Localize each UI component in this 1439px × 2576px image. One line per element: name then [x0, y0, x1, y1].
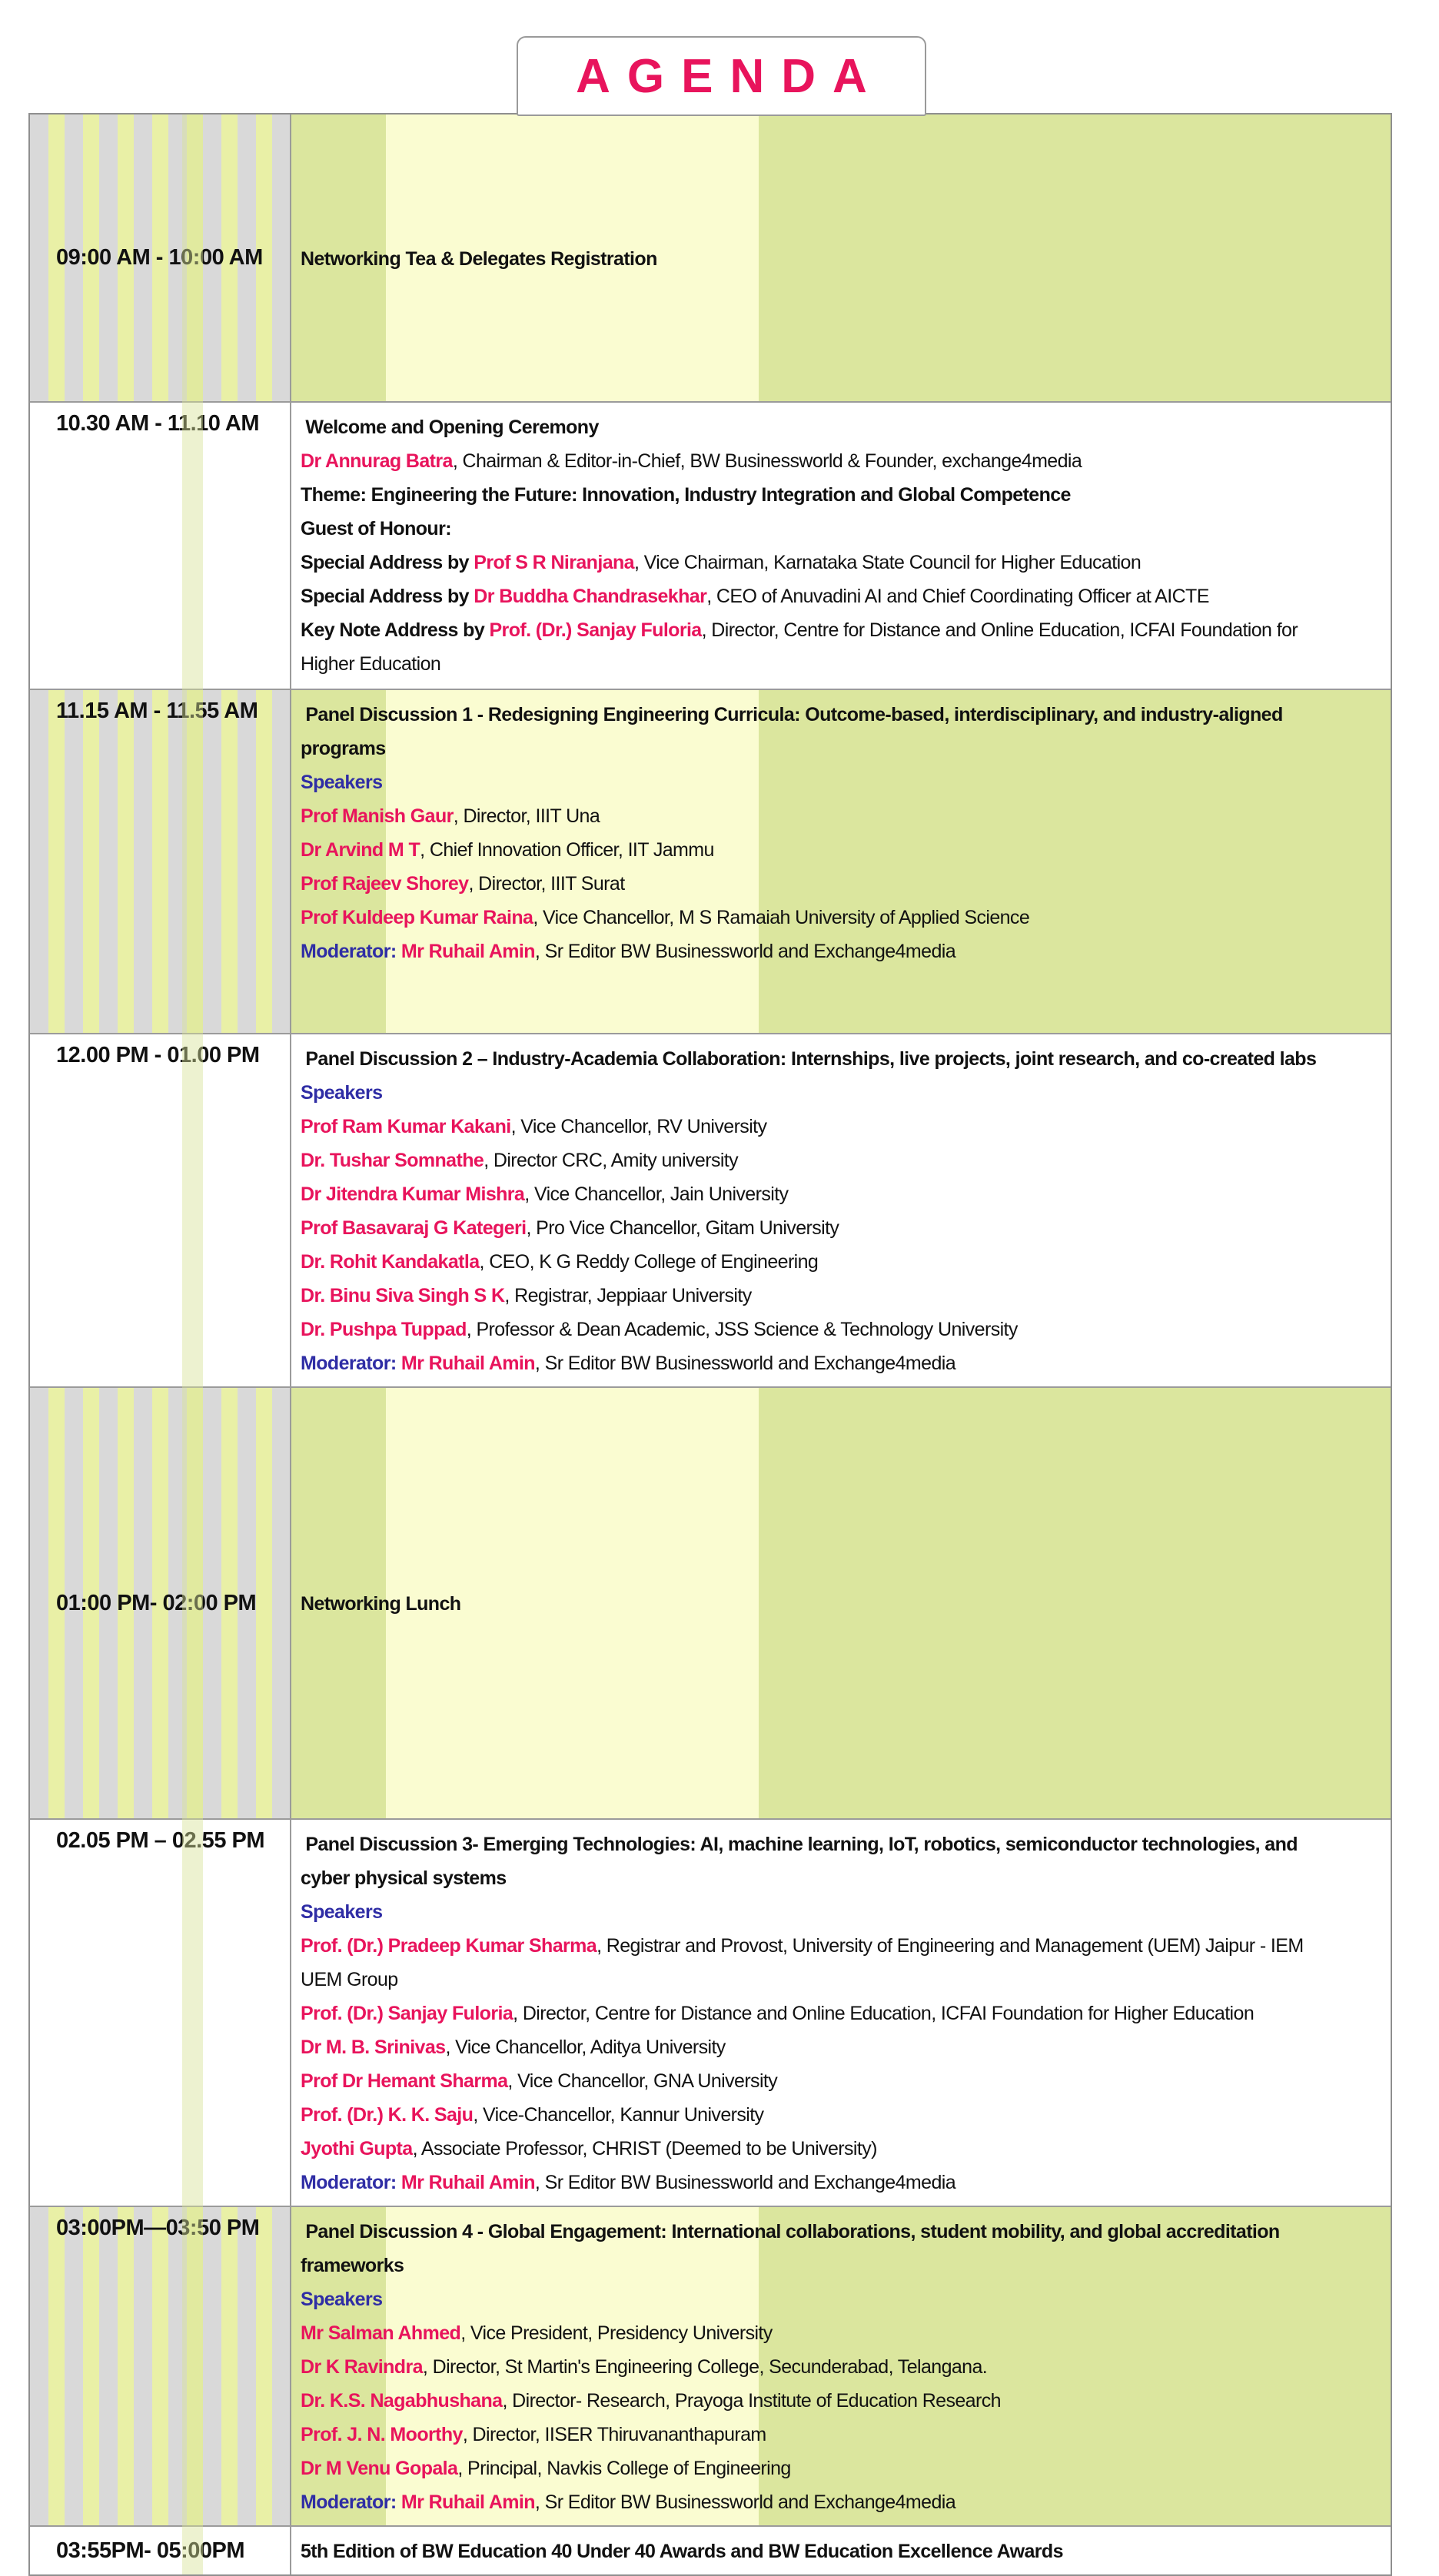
session-line: Dr Annurag Batra, Chairman & Editor-in-Chief, BW Businessworld & Founder, exchange4media — [301, 450, 1082, 472]
session-line: Key Note Address by Prof. (Dr.) Sanjay Fuloria, Director, Centre for Distance and Online Education, ICFAI Foundation for — [301, 619, 1298, 641]
session-cell — [291, 2527, 1391, 2574]
time-cell: 02.05 PM – 02.55 PM — [30, 1820, 291, 2206]
session-line: Moderator: Mr Ruhail Amin, Sr Editor BW Businessworld and Exchange4media — [301, 2172, 956, 2193]
session-line: Speakers — [301, 2289, 383, 2310]
session-line: Dr M Venu Gopala, Principal, Navkis College of Engineering — [301, 2458, 791, 2479]
session-cell — [291, 2207, 1391, 2525]
time-cell: 01:00 PM- 02:00 PM — [30, 1388, 291, 1818]
session-line: Prof Ram Kumar Kakani, Vice Chancellor, RV University — [301, 1116, 767, 1137]
agenda-row — [30, 401, 1391, 689]
session-line: Speakers — [301, 1082, 383, 1104]
page-title: AGENDA — [576, 49, 884, 103]
session-cell — [291, 403, 1391, 689]
agenda-row — [30, 689, 1391, 1033]
session-line: Dr. K.S. Nagabhushana, Director- Research, Prayoga Institute of Education Research — [301, 2390, 1001, 2412]
session-line: Panel Discussion 3- Emerging Technologies: AI, machine learning, IoT, robotics, semiconductor technologies, and — [301, 1834, 1298, 1855]
session-line: Dr. Tushar Somnathe, Director CRC, Amity university — [301, 1150, 739, 1171]
session-line: Theme: Engineering the Future: Innovation, Industry Integration and Global Competence — [301, 484, 1071, 506]
agenda-title-box — [517, 36, 926, 116]
session-line: Mr Salman Ahmed, Vice President, Presidency University — [301, 2322, 773, 2344]
agenda-row — [30, 1386, 1391, 1818]
session-line: Prof. (Dr.) Sanjay Fuloria, Director, Centre for Distance and Online Education, ICFAI Foundation for Higher Education — [301, 2003, 1255, 2024]
time-cell: 12.00 PM - 01.00 PM — [30, 1034, 291, 1386]
session-line: Dr M. B. Srinivas, Vice Chancellor, Aditya University — [301, 2037, 726, 2058]
session-line: Prof Basavaraj G Kategeri, Pro Vice Chancellor, Gitam University — [301, 1217, 839, 1239]
session-line: Speakers — [301, 772, 383, 793]
time-cell: 03:00PM—03:50 PM — [30, 2207, 291, 2525]
session-line: Guest of Honour: — [301, 518, 451, 539]
agenda-row — [30, 115, 1391, 401]
session-line: Panel Discussion 1 - Redesigning Engineering Curricula: Outcome-based, interdisciplinary, and industry-aligned — [301, 704, 1283, 725]
session-line: Special Address by Prof S R Niranjana, Vice Chairman, Karnataka State Council for Higher Education — [301, 552, 1142, 573]
session-line: Prof. J. N. Moorthy, Director, IISER Thiruvananthapuram — [301, 2424, 766, 2445]
session-line: Dr. Binu Siva Singh S K, Registrar, Jeppiaar University — [301, 1285, 752, 1306]
session-line: Moderator: Mr Ruhail Amin, Sr Editor BW Businessworld and Exchange4media — [301, 2491, 956, 2513]
session-line: Prof. (Dr.) Pradeep Kumar Sharma, Registrar and Provost, University of Engineering and Management (UEM) Jaipur - IEM — [301, 1935, 1304, 1957]
time-cell: 11.15 AM - 11.55 AM — [30, 690, 291, 1033]
agenda-row — [30, 1818, 1391, 2206]
session-line: Higher Education — [301, 653, 441, 675]
session-cell — [291, 1388, 1391, 1818]
session-line: Speakers — [301, 1901, 383, 1923]
session-line: Dr K Ravindra, Director, St Martin's Engineering College, Secunderabad, Telangana. — [301, 2356, 988, 2378]
session-line: Prof Kuldeep Kumar Raina, Vice Chancellor, M S Ramaiah University of Applied Science — [301, 907, 1030, 928]
agenda-row — [30, 2525, 1391, 2574]
agenda-row — [30, 2206, 1391, 2525]
session-line: Moderator: Mr Ruhail Amin, Sr Editor BW Businessworld and Exchange4media — [301, 941, 956, 962]
session-line: Prof Dr Hemant Sharma, Vice Chancellor, GNA University — [301, 2070, 778, 2092]
session-cell — [291, 115, 1391, 401]
agenda-table — [28, 113, 1392, 2576]
session-line: Prof Manish Gaur, Director, IIIT Una — [301, 805, 600, 827]
time-cell: 09:00 AM - 10:00 AM — [30, 115, 291, 401]
session-line: Dr. Rohit Kandakatla, CEO, K G Reddy College of Engineering — [301, 1251, 819, 1273]
session-line: cyber physical systems — [301, 1867, 507, 1889]
session-line: programs — [301, 738, 386, 759]
session-line: UEM Group — [301, 1969, 398, 1990]
session-line: 5th Edition of BW Education 40 Under 40 Awards and BW Education Excellence Awards — [301, 2541, 1063, 2562]
session-line: Dr Arvind M T, Chief Innovation Officer, IIT Jammu — [301, 839, 714, 861]
session-line: Networking Lunch — [301, 1593, 461, 1615]
session-line: Moderator: Mr Ruhail Amin, Sr Editor BW Businessworld and Exchange4media — [301, 1353, 956, 1374]
time-cell: 10.30 AM - 11.10 AM — [30, 403, 291, 689]
session-cell — [291, 1820, 1391, 2206]
session-line: Special Address by Dr Buddha Chandrasekhar, CEO of Anuvadini AI and Chief Coordinating Officer at AICTE — [301, 586, 1209, 607]
session-line: Jyothi Gupta, Associate Professor, CHRIST (Deemed to be University) — [301, 2138, 877, 2159]
session-line: Panel Discussion 4 - Global Engagement: International collaborations, student mobility, and global accreditation — [301, 2221, 1280, 2242]
session-line: Networking Tea & Delegates Registration — [301, 247, 657, 270]
agenda-row — [30, 1033, 1391, 1386]
session-line: Prof Rajeev Shorey, Director, IIIT Surat — [301, 873, 625, 895]
session-line: frameworks — [301, 2255, 404, 2276]
time-cell: 03:55PM- 05:00PM — [30, 2527, 291, 2574]
session-line: Panel Discussion 2 – Industry-Academia Collaboration: Internships, live projects, joint research, and co-created labs — [301, 1048, 1317, 1070]
session-cell — [291, 1034, 1391, 1386]
session-line: Prof. (Dr.) K. K. Saju, Vice-Chancellor, Kannur University — [301, 2104, 764, 2126]
session-line: Dr Jitendra Kumar Mishra, Vice Chancellor, Jain University — [301, 1183, 789, 1205]
session-line: Dr. Pushpa Tuppad, Professor & Dean Academic, JSS Science & Technology University — [301, 1319, 1018, 1340]
session-line: Welcome and Opening Ceremony — [301, 417, 599, 438]
session-cell — [291, 690, 1391, 1033]
